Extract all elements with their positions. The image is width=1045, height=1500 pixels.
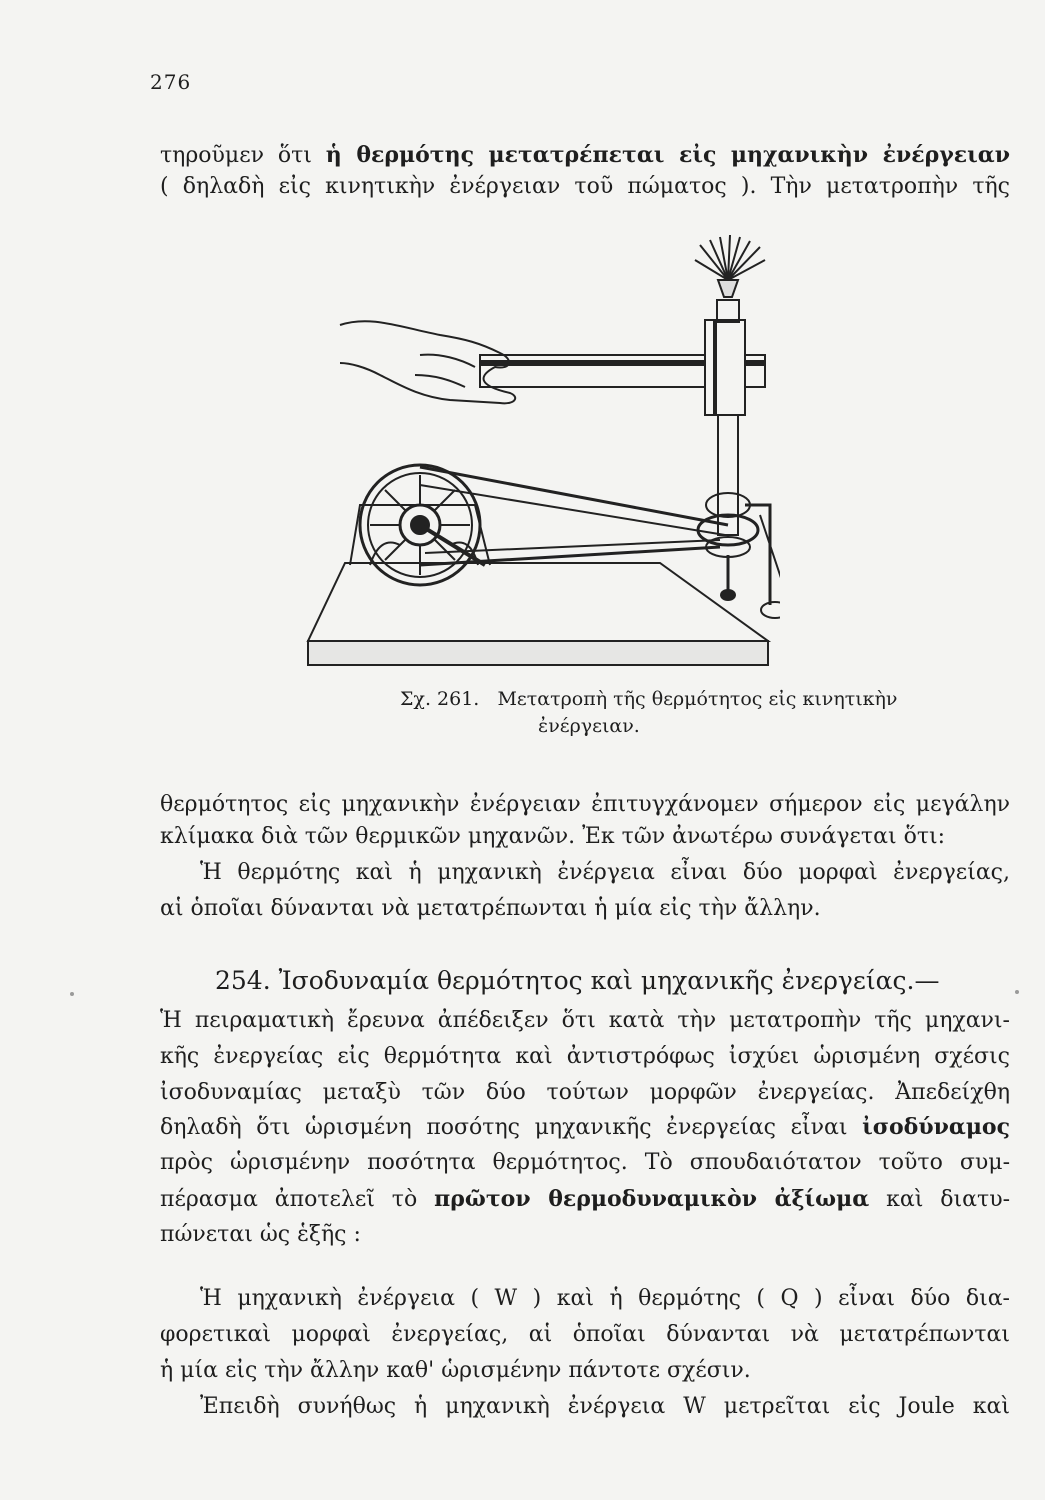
bold-term: πρῶτον θερμοδυναμικὸν ἀξίωμα — [434, 1186, 870, 1212]
bold-term: ἰσοδύναμος — [862, 1114, 1010, 1140]
caption-text: Μετατροπὴ τῆς θερμότητος εἰς κινητικὴν — [497, 688, 898, 710]
axiom-line: φορετικαὶ μορφαὶ ἐνεργείας, αἱ ὁποῖαι δύνανται νὰ μετατρέπωνται — [160, 1322, 1010, 1347]
figure-261-apparatus — [300, 235, 780, 705]
figure-caption — [400, 688, 897, 710]
paragraph-line: κλίμακα διὰ τῶν θερμικῶν μηχανῶν. Ἐκ τῶν ἀνωτέρω συνάγεται ὅτι: — [160, 824, 946, 849]
text-run: τηροῦμεν ὅτι — [160, 143, 326, 168]
text-run: δηλαδὴ ὅτι ὡρισμένη ποσότης μηχανικῆς ἐνεργείας εἶναι — [160, 1115, 863, 1140]
section-line: πώνεται ὡς ἑξῆς : — [160, 1222, 361, 1247]
bold-statement: ἡ θερμότης μετατρέπεται εἰς μηχανικὴν ἐνέργειαν — [325, 142, 1010, 168]
statement-line: αἱ ὁποῖαι δύνανται νὰ μετατρέπωνται ἡ μία εἰς τὴν ἄλλην. — [160, 896, 821, 921]
base-platform-top — [308, 563, 768, 641]
statement-line: Ἡ θερμότης καὶ ἡ μηχανικὴ ἐνέργεια εἶναι δύο μορφαὶ ἐνεργείας, — [200, 860, 1010, 885]
text-run: πέρασμα ἀποτελεῖ τὸ — [160, 1187, 435, 1212]
base-platform-front — [308, 641, 768, 665]
caption-label: Σχ. 261. — [400, 688, 480, 710]
section-line: Ἡ πειραματικὴ ἔρευνα ἀπέδειξεν ὅτι κατὰ τὴν μετατροπὴν τῆς μηχανι- — [160, 1008, 1010, 1033]
section-line: ἰσοδυναμίας μεταξὺ τῶν δύο τούτων μορφῶν ἐνεργείας. Ἀπεδείχθη — [160, 1080, 1010, 1105]
cork-stopper — [718, 280, 738, 297]
text-run: καὶ διατυ- — [869, 1187, 1010, 1212]
section-line: πρὸς ὡρισμένην ποσότητα θερμότητος. Τὸ σπουδαιότατον τοῦτο συμ- — [160, 1150, 1010, 1175]
axiom-line: Ἡ μηχανικὴ ἐνέργεια ( W ) καὶ ἡ θερμότης ( Q ) εἶναι δύο δια- — [200, 1286, 1010, 1311]
margin-speck — [1015, 990, 1019, 994]
drive-belt-upper — [420, 467, 728, 525]
section-line: κῆς ἐνεργείας εἰς θερμότητα καὶ ἀντιστρόφως ἰσχύει ὡρισμένη σχέσις — [160, 1044, 1010, 1069]
steam-spray — [695, 235, 765, 280]
axiom-line: ἡ μία εἰς τὴν ἄλλην καθ' ὡρισμένην πάντοτε σχέσιν. — [160, 1358, 751, 1383]
last-line: Ἐπειδὴ συνήθως ἡ μηχανικὴ ἐνέργεια W μετρεῖται εἰς Joule καὶ — [200, 1394, 1010, 1419]
section-line — [160, 1184, 1010, 1215]
top-paragraph-line-1 — [160, 140, 1010, 171]
pulley — [698, 515, 758, 545]
margin-speck — [70, 992, 74, 996]
page-number: 276 — [150, 70, 192, 94]
top-paragraph-line-2: ( δηλαδὴ εἰς κινητικὴν ἐνέργειαν τοῦ πώματος ). Τὴν μετατροπὴν τῆς — [160, 174, 1010, 199]
paragraph-line: θερμότητος εἰς μηχανικὴν ἐνέργειαν ἐπιτυγχάνομεν σήμερον εἰς μεγάλην — [160, 792, 1010, 817]
section-line — [160, 1112, 1010, 1143]
section-heading: 254. Ἰσοδυναμία θερμότητος καὶ μηχανικῆς ἐνεργείας.— — [215, 966, 940, 995]
figure-caption-line-2: ἐνέργειαν. — [538, 715, 640, 737]
